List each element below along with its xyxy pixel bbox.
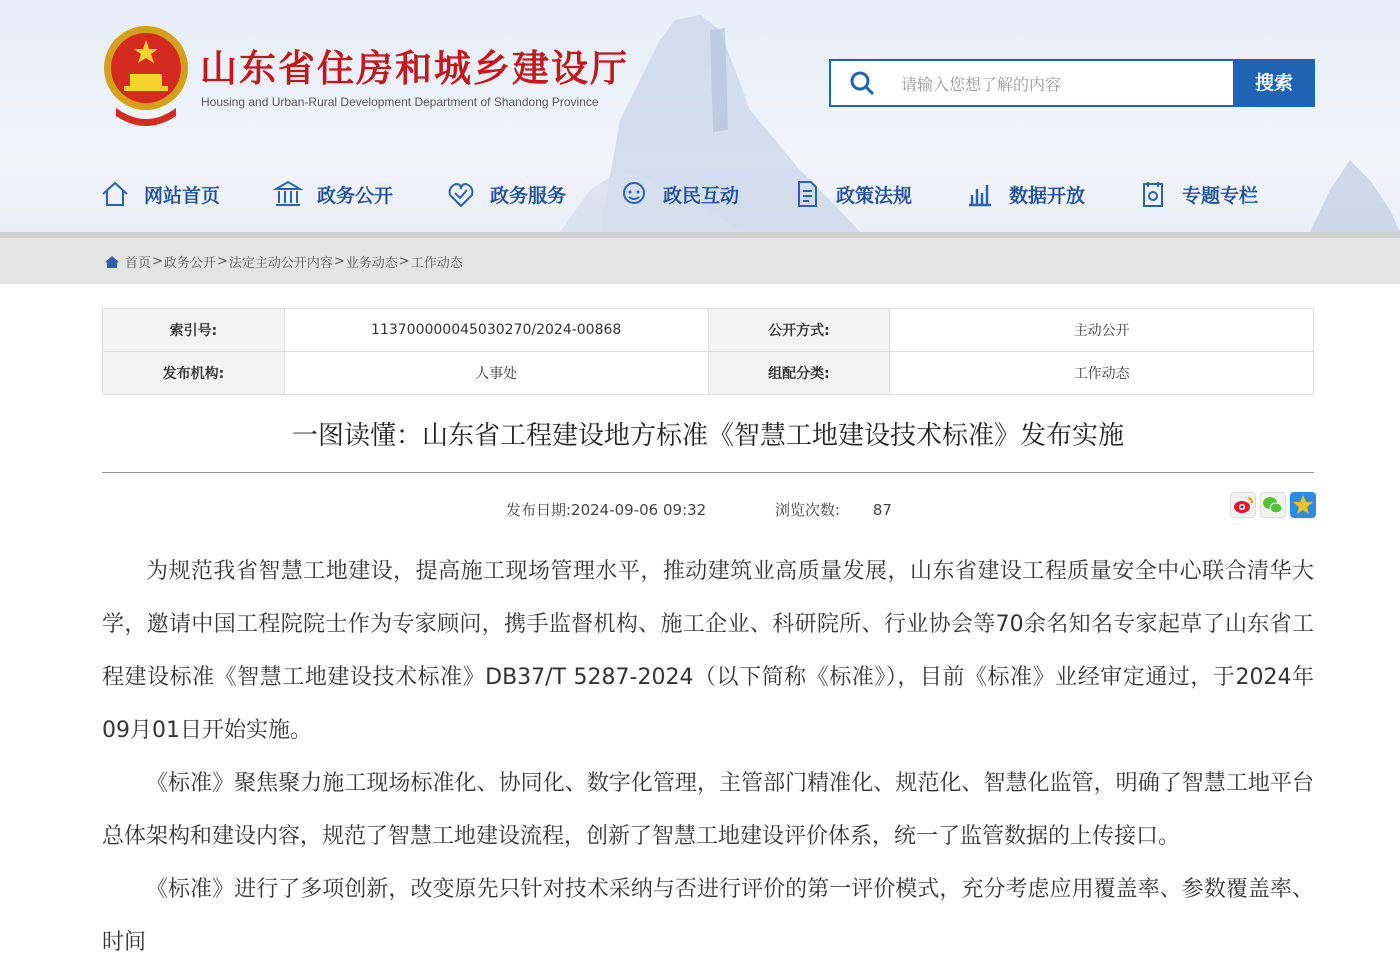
nav-item-gov-service[interactable] xyxy=(446,170,566,218)
breadcrumb-link-work-news[interactable]: 工作动态 xyxy=(410,256,463,271)
chat-icon xyxy=(619,179,649,209)
views-label: 浏览次数: xyxy=(775,501,841,519)
nav-label: 政策法规 xyxy=(836,184,913,207)
site-header xyxy=(0,0,1400,232)
service-icon xyxy=(446,179,476,209)
views-count: 87 xyxy=(872,501,892,519)
site-subtitle: Housing and Urban-Rural Development Department of Shandong Province xyxy=(201,95,599,109)
favorite-icon[interactable] xyxy=(1290,492,1316,518)
main-nav xyxy=(100,170,1320,218)
home-icon xyxy=(100,179,130,209)
topic-icon xyxy=(1138,179,1168,209)
nav-item-gov-info[interactable] xyxy=(273,170,393,218)
nav-label: 政务公开 xyxy=(317,184,394,207)
breadcrumb-link-business[interactable]: 业务动态 xyxy=(345,256,398,271)
search-button[interactable]: 搜索 xyxy=(1233,59,1315,107)
publish-date: 发布日期:2024-09-06 09:32 xyxy=(506,501,707,519)
nav-item-interaction[interactable] xyxy=(619,170,739,218)
nav-item-home[interactable] xyxy=(100,170,220,218)
document-icon xyxy=(792,179,822,209)
nav-label: 政务服务 xyxy=(490,184,567,207)
article-paragraph: 为规范我省智慧工地建设，提高施工现场管理水平，推动建筑业高质量发展，山东省建设工程质量安全中心联合清华大学，邀请中国工程院院士作为专家顾问，携手监督机构、施工企业、科研院所、行业协会等70余名知名专家起草了山东省工程建设标准《智慧工地建设技术标准》DB37/T 5287-2024（以下简称《标准》），目前《标准》业经审定通过，于2024年09月01日开始实施。 xyxy=(102,559,1314,743)
index-label: 索引号: xyxy=(103,309,285,352)
title-divider xyxy=(102,472,1314,473)
breadcrumb-link-statutory[interactable]: 法定主动公开内容 xyxy=(228,256,333,271)
index-value: 11370000004503027​0/2024-00868 xyxy=(284,309,708,352)
nav-label: 网站首页 xyxy=(144,184,221,207)
chart-icon xyxy=(965,179,995,209)
category-value: 工作动态 xyxy=(890,352,1314,395)
nav-item-topics[interactable] xyxy=(1138,170,1258,218)
search-icon xyxy=(849,70,875,96)
search-input[interactable] xyxy=(901,71,1221,97)
nav-label: 政民互动 xyxy=(663,184,740,207)
weibo-icon[interactable] xyxy=(1230,492,1256,518)
wechat-icon[interactable] xyxy=(1260,492,1286,518)
site-title: 山东省住房和城乡建设厅 xyxy=(200,47,629,90)
article-info xyxy=(506,499,892,520)
article-title: 一图读懂：山东省工程建设地方标准《智慧工地建设技术标准》发布实施 xyxy=(291,421,1124,451)
breadcrumb-bar xyxy=(0,232,1400,284)
nav-label: 专题专栏 xyxy=(1182,184,1259,207)
article-paragraph: 《标准》进行了多项创新，改变原先只针对技术采纳与否进行评价的第一评价模式，充分考虑应用覆盖率、参数覆盖率、时间 xyxy=(102,877,1314,955)
breadcrumb-link-gov-info[interactable]: 政务公开 xyxy=(163,256,216,271)
breadcrumb-link-home[interactable]: 首页 xyxy=(125,256,152,271)
category-label: 组配分类: xyxy=(708,352,890,395)
article-paragraph: 《标准》聚焦聚力施工现场标准化、协同化、数字化管理，主管部门精准化、规范化、智慧化监管，明确了智慧工地平台总体架构和建设内容，规范了智慧工地建设流程，创新了智慧工地建设评价体系，统一了监管数据的上传接口。 xyxy=(102,771,1314,849)
open-method-value: 主动公开 xyxy=(890,309,1314,352)
article-content xyxy=(102,545,1314,969)
publisher-label: 发布机构: xyxy=(103,352,285,395)
breadcrumb-separator: > xyxy=(216,254,228,269)
breadcrumb xyxy=(104,252,463,271)
home-icon xyxy=(104,255,120,269)
publisher-value: 人事处 xyxy=(284,352,708,395)
breadcrumb-separator: > xyxy=(152,254,163,269)
info-table xyxy=(102,308,1314,395)
share-bar xyxy=(1226,492,1316,518)
national-emblem-logo xyxy=(102,18,190,130)
breadcrumb-separator: > xyxy=(333,254,345,269)
nav-item-open-data[interactable] xyxy=(965,170,1085,218)
nav-item-policy[interactable] xyxy=(792,170,912,218)
nav-label: 数据开放 xyxy=(1009,184,1086,207)
search-box xyxy=(829,59,1315,107)
open-method-label: 公开方式: xyxy=(708,309,890,352)
building-icon xyxy=(273,179,303,209)
breadcrumb-separator: > xyxy=(398,254,410,269)
